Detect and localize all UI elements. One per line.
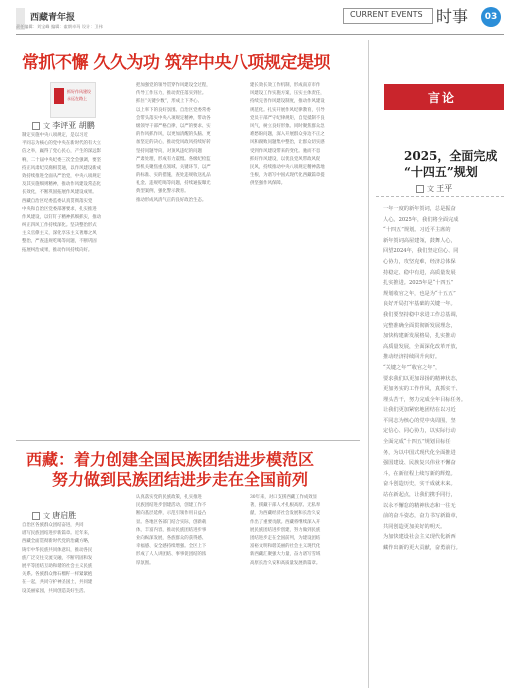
story2-byline: 文 唐启胜 bbox=[32, 510, 76, 521]
badge-text: 抓好作风建设 永远在路上 bbox=[67, 89, 91, 101]
masthead: 西藏青年报 bbox=[30, 13, 76, 23]
current-events-box bbox=[343, 8, 433, 24]
page-number: 03 bbox=[481, 7, 501, 27]
byline-icon bbox=[416, 185, 424, 193]
story1-col2: 把加强党的领导贯穿作风建设全过程， 传导工作压力，推动责任落实到位。 抓住“关键少数”，形成上下齐心、 以上率下的良好氛围。自治区党委常委 会带头落实中央八项规定精神，带动各 级领导干部严格自律，以严的要求、实 的作风抓作风，以更加清醒的头脑、更 加坚定的决心，推动党风政风持续好转 坚持问题导向，对顶风违纪的问题 严肃处理，形成有力震慑。各级纪检监 察机关聚焦重点领域、关键环节，以严 的标准、实的措施，查处违规收送礼品 礼金、违规吃喝等问题，持续通报曝光 典型案例，强化警示教育。 推动形成风清气正的良好政治生态。 bbox=[136, 83, 211, 203]
story2-headline-2: 努力做到民族团结进步走在全国前列 bbox=[52, 470, 309, 489]
story2-headline-1: 西藏：着力创建全国民族团结进步模范区 bbox=[26, 450, 315, 469]
story1-authors: 李评亚 胡鹏 bbox=[52, 121, 95, 130]
editorial-byline: 文 王平 bbox=[416, 183, 452, 194]
editorial-rule bbox=[376, 196, 504, 197]
story1-byline: 文 李评亚 胡鹏 bbox=[32, 120, 95, 131]
editorial-title-2: “十四五”规划 bbox=[404, 165, 478, 179]
edition-meta: 责任编辑：刘宝峰 编辑：索朗卓玛 设计：卫伟 bbox=[16, 24, 103, 29]
editorial-author: 王平 bbox=[436, 184, 453, 193]
editorial-banner bbox=[384, 84, 504, 110]
story2-author: 唐启胜 bbox=[52, 511, 77, 520]
editorial-body: 一年一度的新年贺词，总是振奋 人心。2025年，我们将全面完成 “十四五”规划。习近平主席的 新年贺词高屋建瓴，鼓舞人心， 回望2024年，我们坚定信心、同 心协力，攻坚克难，经济总体保 持稳定、稳中有进，高质量发展 扎实推进。2025年是“十四五” 规划收官之年，也是为“十五五” 良好开局打牢基础的关键一年。 我们要坚持稳中求进工作总基调， 完整准确全面贯彻新发展理念， 加快构建新发展格局，扎实推动 高质量发展，全面深化改革开放， 推动经济持续回升向好。 “关键之年”“收官之年”， 要求我们以更加昂扬的精神状态， 更加务实的工作作风，真抓实干、 埋头苦干，努力完成全年目标任务。 让我们更加紧密地团结在以习近 平同志为核心的党中央周围，坚 定信心、同心协力，以实际行动 全面完成“十四五”规划目标任 务，为以中国式现代化全面推进 强国建设、民族复兴伟业不懈奋 斗，在新征程上续写新的辉煌。 奋斗创造历史，实干成就未来。 站在新起点，让我们携手同行， 以永不懈怠的精神状态和一往无 前的奋斗姿态，奋力书写新篇章， 共同创造更加美好的明天。 为加快建设社会主义现代化新西 藏作出新的更大贡献，奋勇前行。 bbox=[383, 206, 467, 551]
column-divider bbox=[368, 40, 369, 688]
byline-icon bbox=[32, 512, 40, 520]
story2-col1: 自治区各族群众团结奋进，共同 谱写民族团结进步新篇章。近年来， 西藏全面贯彻新时代党的治藏方略， 铸牢中华民族共同体意识，推动各民 族广泛交往交流交融，不断巩固和发 展平等团结互助和谐的社会主义民族 关系。各族群众像石榴籽一样紧紧抱 在一起，共同守护神圣国土，共同建 设美丽家园，共同创造美好生活。 bbox=[22, 523, 93, 594]
story2-col2: 认真落实党的民族政策，扎实推进 民族团结进步创建活动，创建工作不 断向基层延伸，示范引领作用日益凸 显。各地区各部门结合实际，创新载 体，丰富内容，推动民族团结进步事 业向纵深发展，各族群众的获得感、 幸福感、安全感持续增强。全区上下 形成了人人讲团结、事事促团结的浓 厚氛围。 bbox=[136, 495, 207, 566]
section-title: 时事 bbox=[436, 7, 469, 26]
story1-col3: 建长效长效工作机制，形成南京市作 风建设工作实施方案，压实主体责任， 持续完善作风建设制度，推动作风建设 规范化。扎实开展作风纪律教育，引导 党员干部严守纪律规矩，自觉抵制不良 风气，树立良好形象。同时聚焦群众急 难愁盼问题，深入开展群众身边不正之 风和腐败问题集中整治，让群众切实感 受到作风建设带来的变化。驰而不息 抓好作风建设，以优良党风带政风促 民风，持续推动中央八项规定精神落地 生根，为谱写中国式现代化西藏篇章提 供坚强作风保障。 bbox=[250, 83, 325, 187]
current-events-label: CURRENT EVENTS bbox=[350, 10, 423, 19]
story1-col1: 制定实施中央八项规定，是以习近 平同志为核心的党中央在新时代的有大立 信之举，赢得了党心民心，产生的深远影 响，二十届中央纪委三次全会强调，要坚 持正风肃纪反腐相贯通，以作风建设新成 效持续推进全面从严治党，中央八项规定 及其实施细则精神，推动作风建设常态化 长效化，不断巩固拓展作风建设成果。 西藏自治区纪委监委认真贯彻落实党 中央和自治区党委部署要求，扎实推进 作风建设，以钉钉子精神抓细抓实，推动 纠正四风工作持续深化。坚决整治形式 主义官僚主义，深化享乐主义奢靡之风 整治，严查违规吃喝等问题，不断巩固 拓展纠治成果，推动作风持续向好。 bbox=[22, 133, 102, 253]
header-rule bbox=[16, 34, 504, 35]
story2-col3: 30年来，对口支援西藏工作成效显 著，援藏干部人才扎根高原、无私奉 献，为西藏经济社会发展和长治久安 作出了重要贡献。西藏将继续深入开 展民族团结进步创建，努力做到民族 团结进步走在全国前列，为建设团结 富裕文明和谐美丽的社会主义现代化 新西藏汇聚强大力量，奋力谱写雪域 高原长治久安和高质量发展新篇章。 bbox=[250, 495, 321, 566]
badge-mark bbox=[54, 88, 64, 104]
story1-badge bbox=[50, 82, 96, 118]
editorial-banner-label: 言论 bbox=[428, 91, 457, 105]
editorial-title-1: 2025，全面完成 bbox=[404, 149, 498, 163]
story2-rule bbox=[16, 440, 360, 441]
byline-icon bbox=[32, 122, 40, 130]
story1-headline: 常抓不懈 久久为功 筑牢中央八项规定堤坝 bbox=[22, 53, 330, 73]
